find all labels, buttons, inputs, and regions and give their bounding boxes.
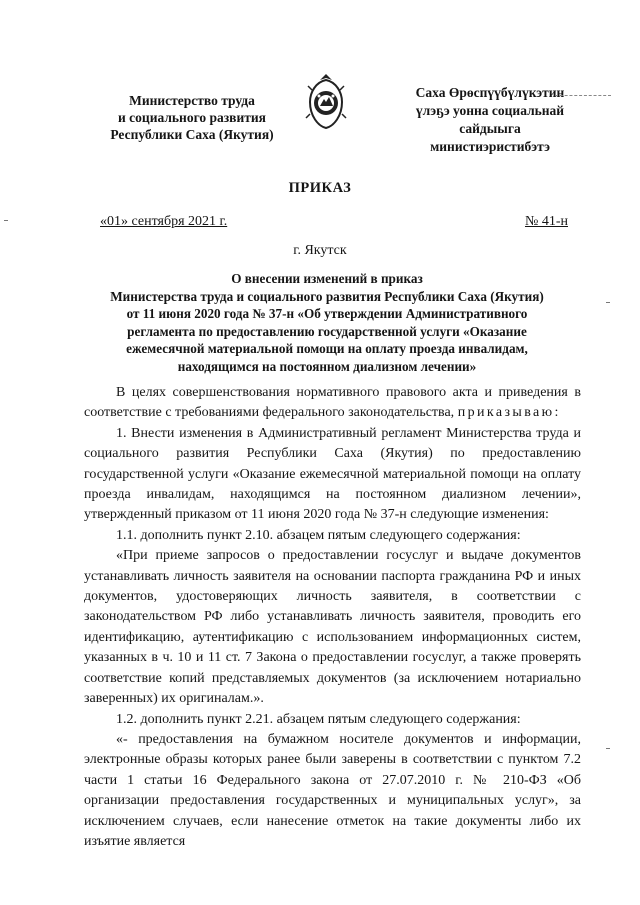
ministry-name-russian <box>96 92 288 143</box>
order-city: г. Якутск <box>293 243 347 258</box>
paragraph-1-2: 1.2. дополнить пункт 2.21. абзацем пятым следующего содержания: <box>116 711 521 727</box>
ministry-name-line: и социального развития <box>118 110 266 125</box>
paragraph-1: 1. Внести изменения в Административный регламент Министерства труда и социального развития Республики Саха (Якутия) по предоставлению государственной услуги «Оказание ежемесячной материальной помощи на оплату проезда инвалидам, находящимся на постоянном диализном лечении», утвержденный приказом от 11 июня 2020 года № 37-н следующие изменения: <box>84 425 581 523</box>
republic-sakha-emblem-icon <box>302 72 350 130</box>
intro-paragraph <box>84 383 581 424</box>
scan-margin-mark <box>606 748 610 749</box>
scan-margin-mark <box>606 302 610 303</box>
document-title: ПРИКАЗ <box>288 180 352 196</box>
scan-margin-mark <box>4 220 8 221</box>
order-number: № 41-н <box>524 214 568 229</box>
paragraph-1-1: 1.1. дополнить пункт 2.10. абзацем пятым следующего содержания: <box>116 527 521 543</box>
ministry-name-line: Министерство труда <box>129 93 255 108</box>
subject-line: от 11 июня 2020 года № 37-н «Об утверждении Административного <box>126 306 528 321</box>
ministry-name-yakut <box>400 84 580 156</box>
order-body <box>84 383 581 852</box>
order-date: «01» сентября 2021 г. <box>100 214 228 229</box>
ministry-name-line: Республики Саха (Якутия) <box>110 127 274 142</box>
subject-line: находящимся на постоянном диализном лечении» <box>177 358 477 374</box>
paragraph-1-2-quote: «- предоставления на бумажном носителе документов и информации, электронные образы которых ранее были заверены в соответствии с пунктом 7.2 части 1 статьи 16 Федерального закона от 27.07.2010 г. № 210-ФЗ «Об организации предоставления государственных и муниципальных услуг», за исключением случаев, если нанесение отметок на такие документы либо их изъятие является <box>84 731 581 849</box>
ministry-name-line: Саха Өрөспүүбүлүкэтин <box>415 85 565 100</box>
subject-line: ежемесячной материальной помощи на оплату проезда инвалидам, <box>126 341 528 356</box>
ministry-name-line: сайдыыга <box>459 121 521 136</box>
subject-line: регламента по предоставлению государственной услуги «Оказание <box>127 323 527 339</box>
ministry-name-line: үлэҕэ уонна социальнай <box>415 103 565 118</box>
scan-artifact-line <box>555 95 611 97</box>
intro-text: В целях совершенствования нормативного правового акта и приведения в соответствие с требованиями федерального законодательства, <box>84 385 581 421</box>
order-subject <box>84 270 570 375</box>
subject-line: Министерства труда и социального развития Республики Саха (Якутия) <box>110 288 544 304</box>
paragraph-1-1-quote: «При приеме запросов о предоставлении госуслуг и выдаче документов устанавливать личность заявителя на основании паспорта гражданина РФ и иных документов, удостоверяющих личность заявителя, в соответствии с законодательством РФ либо устанавливать личность заявителя, проводить его идентификацию, аутентификацию с использованием информационных систем, указанных в ч. 10 и 11 ст. 7 Закона о предоставлении госуслуг, а также проверять соответствие копий представляемых документов (за исключением нотариально заверенных) их оригиналам.». <box>84 548 581 707</box>
ministry-name-line: министиэристибэтэ <box>430 139 550 154</box>
order-verb: приказываю: <box>457 405 561 421</box>
subject-line: О внесении изменений в приказ <box>231 271 423 286</box>
